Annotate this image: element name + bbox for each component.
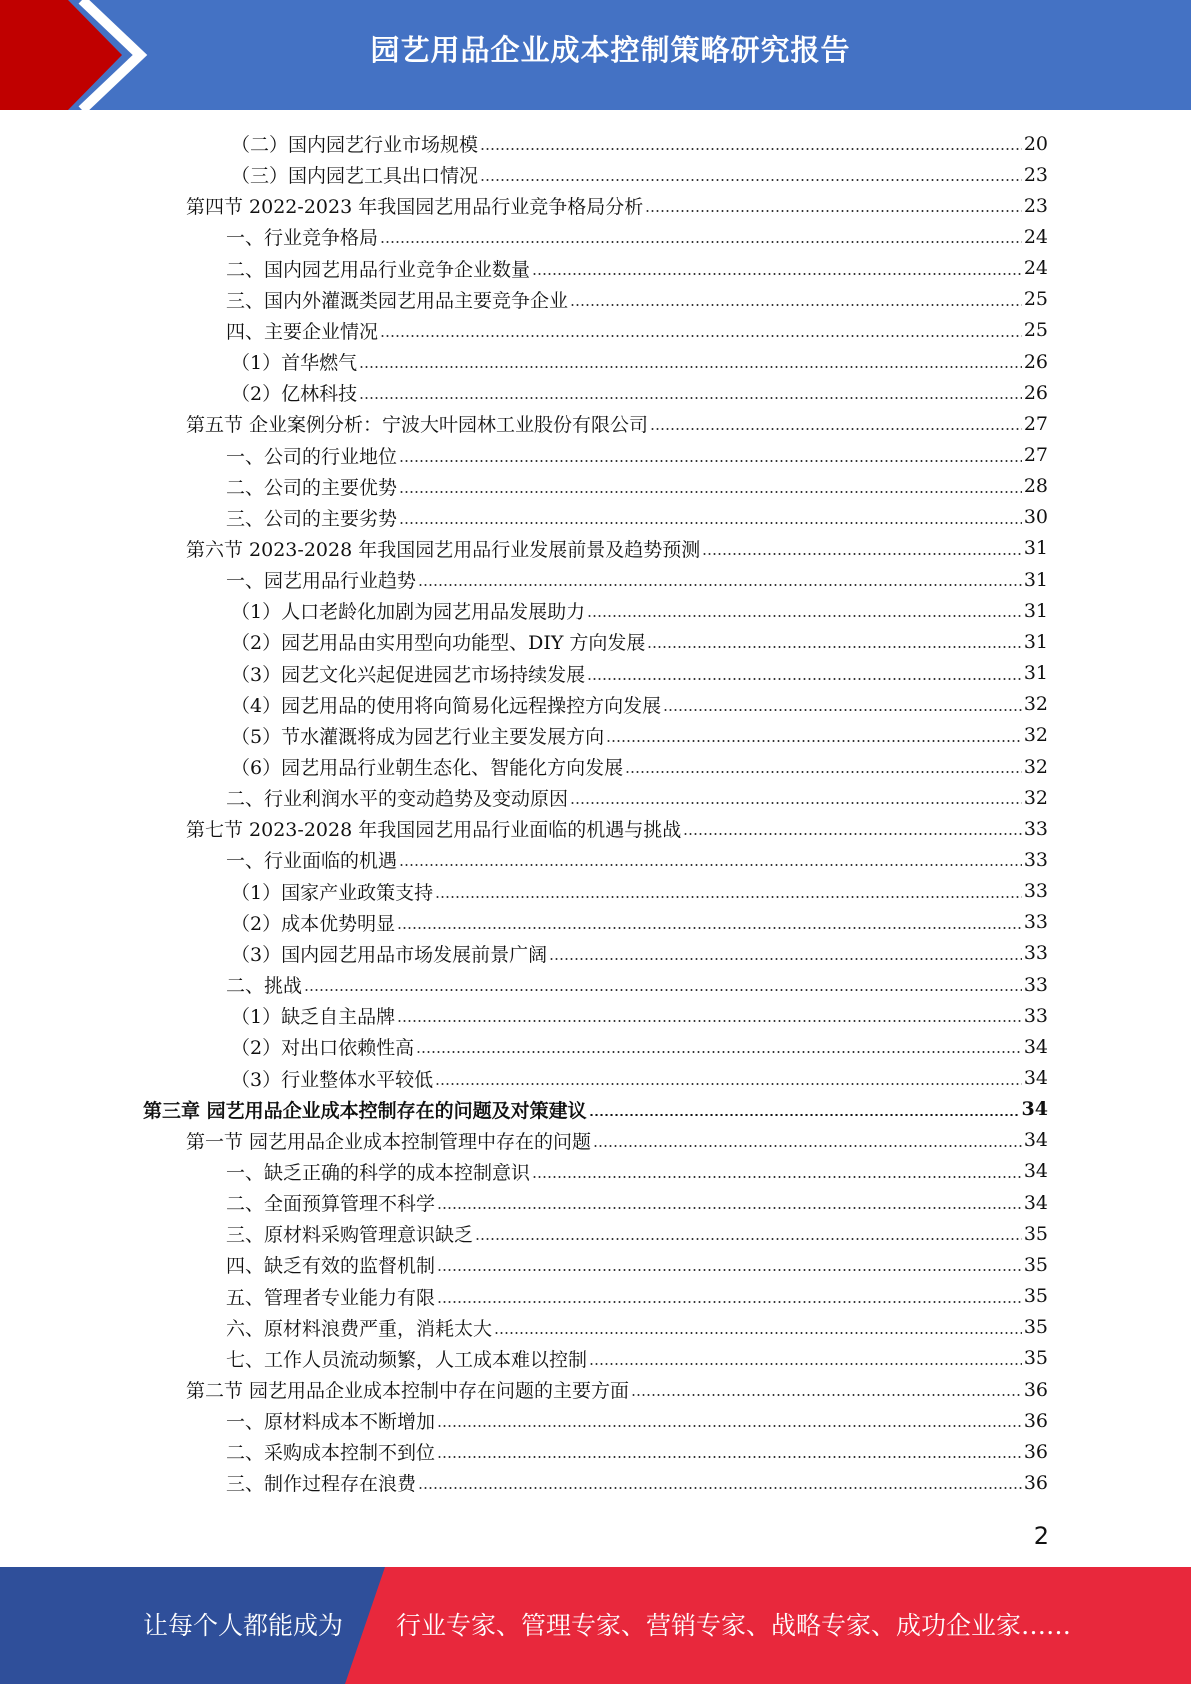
toc-entry[interactable] [186, 1125, 1048, 1156]
toc-entry-page: 24 [1023, 225, 1048, 248]
toc-entry-page: 31 [1023, 599, 1048, 622]
toc-entry-page: 24 [1023, 257, 1048, 280]
toc-entry[interactable] [231, 751, 1048, 782]
toc-leader-dots [418, 1473, 1022, 1492]
toc-entry-label: （6）园艺用品行业朝生态化、智能化方向发展 [231, 757, 624, 779]
toc-leader-dots [549, 944, 1022, 963]
toc-leader-dots [380, 321, 1022, 340]
toc-leader-dots [437, 1193, 1022, 1212]
toc-leader-dots [437, 1287, 1022, 1306]
toc-entry-label: 第五节 企业案例分析：宁波大叶园林工业股份有限公司 [186, 414, 649, 437]
toc-entry[interactable] [226, 253, 1048, 284]
toc-entry[interactable] [231, 938, 1048, 969]
toc-leader-dots [435, 882, 1022, 901]
toc-entry[interactable] [186, 190, 1048, 221]
toc-entry-label: 一、行业竞争格局 [226, 227, 379, 250]
toc-leader-dots [631, 1380, 1022, 1399]
toc-leader-dots [480, 134, 1022, 153]
toc-entry-label: （2）园艺用品由实用型向功能型、DIY 方向发展 [231, 632, 646, 655]
toc-leader-dots [480, 165, 1022, 184]
toc-leader-dots [606, 726, 1022, 745]
toc-entry-page: 31 [1023, 630, 1048, 653]
toc-entry[interactable] [186, 408, 1048, 439]
toc-entry-page: 34 [1023, 1067, 1048, 1089]
toc-entry-page: 32 [1023, 786, 1048, 809]
toc-leader-dots [435, 1069, 1022, 1088]
toc-entry[interactable] [226, 1405, 1048, 1436]
toc-leader-dots [397, 1006, 1022, 1025]
toc-leader-dots [304, 975, 1022, 994]
toc-entry[interactable] [231, 159, 1048, 190]
toc-entry[interactable] [231, 1063, 1048, 1094]
toc-entry-label: 三、制作过程存在浪费 [226, 1473, 417, 1496]
toc-entry[interactable] [231, 876, 1048, 907]
toc-entry-page: 23 [1023, 163, 1048, 186]
toc-entry-label: 二、行业利润水平的变动趋势及变动原因 [226, 788, 569, 811]
toc-entry[interactable] [226, 969, 1048, 1000]
toc-entry-page: 34 [1023, 1160, 1048, 1183]
toc-entry[interactable] [226, 315, 1048, 346]
toc-entry[interactable] [231, 346, 1048, 377]
toc-leader-dots [589, 1349, 1022, 1368]
toc-entry-page: 26 [1023, 381, 1048, 404]
toc-leader-dots [625, 757, 1022, 776]
toc-leader-dots [380, 227, 1022, 246]
toc-entry-page: 35 [1023, 1253, 1048, 1276]
toc-entry-page: 28 [1023, 475, 1048, 498]
toc-leader-dots [532, 259, 1022, 278]
toc-leader-dots [437, 1255, 1022, 1274]
toc-entry-page: 27 [1023, 444, 1048, 466]
toc-leader-dots [399, 850, 1022, 869]
toc-leader-dots [399, 446, 1022, 465]
toc-leader-dots [532, 1162, 1022, 1181]
toc-entry-label: 第三章 园艺用品企业成本控制存在的问题及对策建议 [143, 1099, 587, 1122]
toc-leader-dots [663, 695, 1022, 714]
toc-entry-label: 二、国内园艺用品行业竞争企业数量 [226, 258, 531, 281]
toc-entry-label: 三、公司的主要劣势 [226, 507, 398, 530]
toc-entry-label: 第四节 2022-2023 年我国园艺用品行业竞争格局分析 [186, 196, 644, 219]
toc-entry-label: （三）国内园艺工具出口情况 [231, 165, 479, 188]
toc-leader-dots [683, 819, 1022, 838]
toc-entry[interactable] [231, 377, 1048, 408]
toc-leader-dots [587, 664, 1022, 683]
toc-entry[interactable] [186, 813, 1048, 844]
toc-entry-label: （3）国内园艺用品市场发展前景广阔 [231, 943, 548, 966]
toc-entry-page: 31 [1023, 537, 1048, 560]
toc-entry-page: 34 [1021, 1098, 1048, 1121]
toc-entry[interactable] [231, 907, 1048, 938]
toc-entry-label: 二、挑战 [226, 975, 303, 998]
toc-entry[interactable] [226, 471, 1048, 502]
toc-leader-dots [416, 1037, 1022, 1056]
toc-entry-label: （2）亿林科技 [231, 383, 358, 406]
toc-entry[interactable] [226, 1312, 1048, 1343]
toc-entry-label: （二）国内园艺行业市场规模 [231, 134, 479, 156]
toc-entry-page: 33 [1023, 973, 1048, 996]
toc-entry-page: 36 [1023, 1409, 1048, 1432]
toc-entry[interactable] [226, 844, 1048, 875]
toc-leader-dots [437, 1442, 1022, 1461]
toc-leader-dots [593, 1131, 1022, 1150]
toc-entry-page: 32 [1023, 693, 1048, 716]
toc-entry[interactable] [226, 1249, 1048, 1280]
toc-entry[interactable] [226, 1467, 1048, 1498]
toc-entry-page: 33 [1023, 942, 1048, 965]
toc-entry-page: 33 [1023, 880, 1048, 903]
toc-entry-label: 三、国内外灌溉类园艺用品主要竞争企业 [226, 289, 569, 312]
toc-entry-label: 一、公司的行业地位 [226, 445, 398, 468]
toc-entry-label: 一、原材料成本不断增加 [226, 1411, 436, 1434]
toc-entry[interactable] [226, 1436, 1048, 1467]
footer-band [0, 1567, 1191, 1684]
toc-entry-label: 第六节 2023-2028 年我国园艺用品行业发展前景及趋势预测 [186, 538, 701, 561]
toc-leader-dots [702, 539, 1022, 558]
toc-entry[interactable] [231, 595, 1048, 626]
toc-entry[interactable] [226, 221, 1048, 252]
toc-entry-label: 二、全面预算管理不科学 [226, 1193, 436, 1216]
toc-entry-page: 36 [1023, 1471, 1048, 1494]
toc-entry-label: （1）人口老龄化加剧为园艺用品发展助力 [231, 601, 586, 624]
toc-leader-dots [437, 1411, 1022, 1430]
toc-entry[interactable] [231, 720, 1048, 751]
toc-entry[interactable] [186, 533, 1048, 564]
toc-entry-page: 33 [1023, 848, 1048, 871]
toc-entry-page: 27 [1023, 412, 1048, 435]
toc-entry-label: 四、缺乏有效的监督机制 [226, 1255, 436, 1278]
toc-entry-page: 36 [1023, 1378, 1048, 1401]
toc-entry-label: （1）首华燃气 [231, 352, 358, 375]
toc-entry-page: 34 [1023, 1035, 1048, 1058]
toc-leader-dots [397, 913, 1022, 932]
toc-entry-label: （3）行业整体水平较低 [231, 1068, 434, 1091]
toc-entry-label: 三、原材料采购管理意识缺乏 [226, 1224, 474, 1247]
toc-entry[interactable] [231, 1000, 1048, 1031]
toc-entry-page: 35 [1023, 1285, 1048, 1308]
toc-entry-label: 六、原材料浪费严重，消耗太大 [226, 1317, 493, 1340]
toc-entry-label: 第二节 园艺用品企业成本控制中存在问题的主要方面 [186, 1380, 630, 1402]
toc-entry-label: 一、缺乏正确的科学的成本控制意识 [226, 1161, 531, 1184]
toc-leader-dots [359, 383, 1022, 402]
toc-entry-label: 五、管理者专业能力有限 [226, 1286, 436, 1309]
toc-leader-dots [587, 601, 1022, 620]
toc-leader-dots [650, 414, 1022, 433]
toc-entry-page: 36 [1023, 1440, 1048, 1463]
toc-entry[interactable] [186, 1374, 1048, 1405]
toc-entry-label: （5）节水灌溉将成为园艺行业主要发展方向 [231, 725, 605, 748]
toc-entry[interactable] [143, 1094, 1048, 1125]
toc-entry-page: 35 [1023, 1347, 1048, 1370]
toc-entry-page: 23 [1023, 194, 1048, 217]
toc-entry[interactable] [231, 626, 1048, 657]
toc-entry-page: 34 [1023, 1129, 1048, 1152]
toc-entry[interactable] [231, 658, 1048, 689]
toc-entry[interactable] [231, 1031, 1048, 1062]
toc-entry-label: 一、行业面临的机遇 [226, 850, 398, 873]
toc-entry-page: 33 [1023, 1004, 1048, 1027]
toc-entry-label: 第七节 2023-2028 年我国园艺用品行业面临的机遇与挑战 [186, 819, 682, 842]
toc-entry[interactable] [226, 1156, 1048, 1187]
toc-entry-label: 四、主要企业情况 [226, 320, 379, 343]
toc-leader-dots [418, 570, 1022, 589]
toc-entry[interactable] [226, 1281, 1048, 1312]
toc-entry[interactable] [226, 284, 1048, 315]
toc-entry-label: 一、园艺用品行业趋势 [226, 570, 417, 593]
toc-entry-label: （2）对出口依赖性高 [231, 1037, 415, 1060]
toc-entry-label: （1）缺乏自主品牌 [231, 1006, 396, 1029]
header-band [0, 0, 1191, 110]
toc-entry-page: 33 [1023, 817, 1048, 840]
toc-entry[interactable] [231, 689, 1048, 720]
toc-entry-page: 34 [1023, 1191, 1048, 1214]
toc-entry-page: 26 [1023, 350, 1048, 373]
toc-entry[interactable] [231, 128, 1048, 159]
toc-leader-dots [494, 1318, 1022, 1337]
toc-entry-page: 35 [1023, 1222, 1048, 1245]
page-number: 2 [1033, 1522, 1049, 1550]
toc-entry-page: 33 [1023, 911, 1048, 934]
toc-leader-dots [570, 290, 1022, 309]
toc-entry[interactable] [226, 1343, 1048, 1374]
footer-slogan-right: 行业专家、管理专家、营销专家、战略专家、成功企业家…… [396, 1611, 1072, 1640]
toc-entry-label: （1）国家产业政策支持 [231, 881, 434, 904]
toc-leader-dots [399, 508, 1022, 527]
toc-entry-label: （2）成本优势明显 [231, 912, 396, 935]
toc-entry[interactable] [226, 1187, 1048, 1218]
toc-leader-dots [359, 352, 1022, 371]
toc-entry-label: 二、公司的主要优势 [226, 476, 398, 499]
toc-entry-label: 第一节 园艺用品企业成本控制管理中存在的问题 [186, 1130, 592, 1153]
toc-entry-page: 32 [1023, 724, 1048, 747]
toc-entry[interactable] [226, 782, 1048, 813]
toc-entry[interactable] [226, 440, 1048, 471]
report-title: 园艺用品企业成本控制策略研究报告 [370, 33, 851, 67]
toc-entry-label: （3）园艺文化兴起促进园艺市场持续发展 [231, 663, 586, 686]
toc-entry[interactable] [226, 564, 1048, 595]
toc-entry-page: 25 [1023, 319, 1048, 342]
toc-entry-page: 31 [1023, 662, 1048, 685]
toc-entry-page: 35 [1023, 1316, 1048, 1339]
toc-entry-label: 七、工作人员流动频繁，人工成本难以控制 [226, 1348, 588, 1371]
toc-leader-dots [399, 477, 1022, 496]
toc-entry[interactable] [226, 502, 1048, 533]
toc-entry-label: （4）园艺用品的使用将向简易化远程操控方向发展 [231, 694, 662, 717]
toc-leader-dots [589, 1100, 1020, 1119]
toc-entry-page: 30 [1023, 506, 1048, 529]
footer-slogan-left: 让每个人都能成为 [143, 1611, 344, 1640]
toc-leader-dots [647, 632, 1021, 651]
toc-leader-dots [645, 196, 1022, 215]
toc-entry-page: 32 [1023, 755, 1048, 778]
toc-entry-page: 31 [1023, 568, 1048, 591]
toc-leader-dots [475, 1224, 1022, 1243]
toc-entry[interactable] [226, 1218, 1048, 1249]
toc-entry-page: 25 [1023, 288, 1048, 311]
toc-entry-page: 20 [1023, 132, 1048, 155]
toc-entry-label: 二、采购成本控制不到位 [226, 1442, 436, 1465]
toc-leader-dots [570, 788, 1022, 807]
